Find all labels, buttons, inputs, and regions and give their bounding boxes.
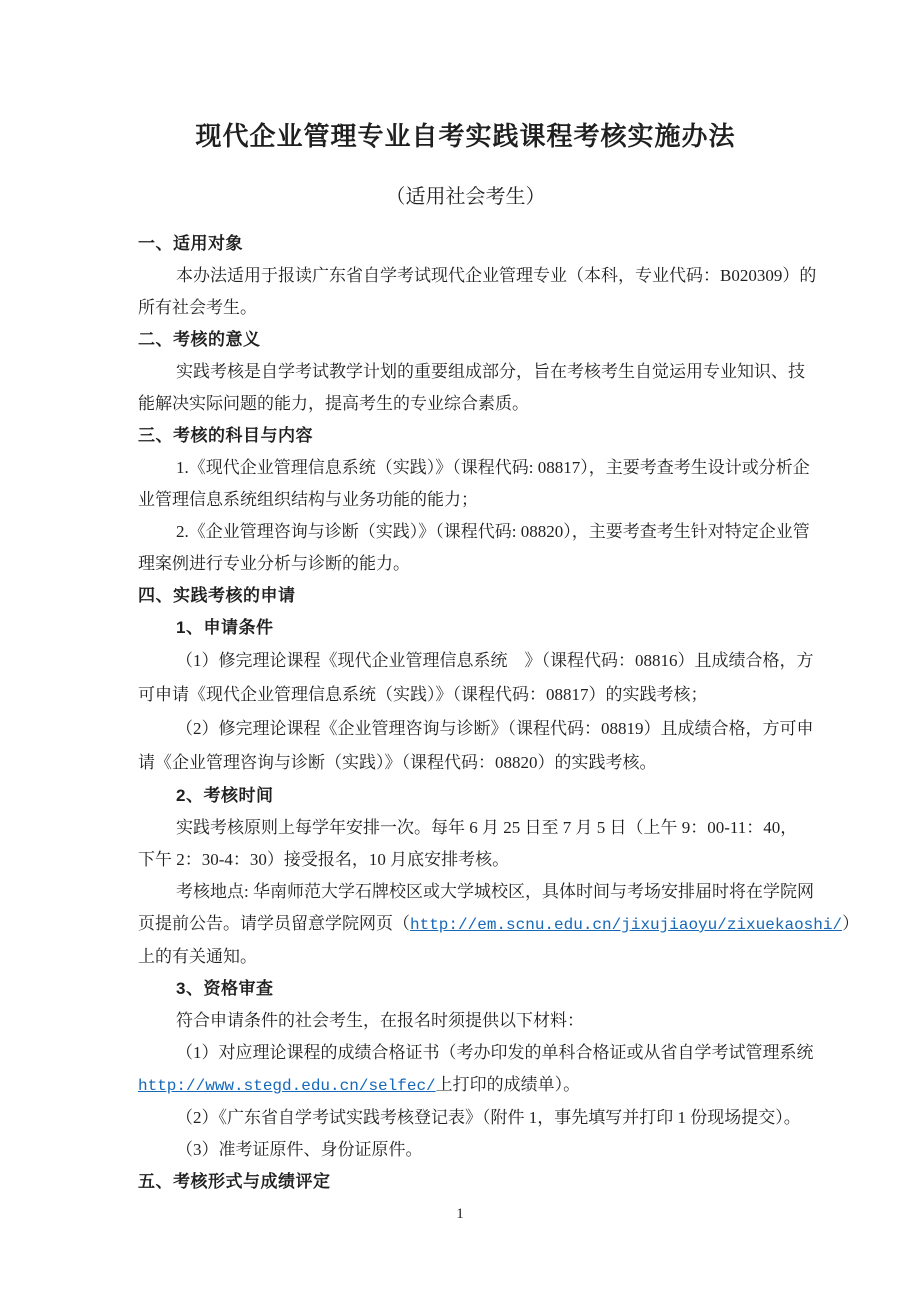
text-run: （3）准考证原件、身份证原件。 (176, 1140, 423, 1159)
text-run: 五、考核形式与成绩评定 (138, 1172, 331, 1191)
hyperlink[interactable]: http://www.stegd.edu.cn/selfec/ (138, 1077, 436, 1095)
text-run: ） (842, 914, 860, 933)
text-line (138, 548, 793, 580)
text-line (138, 484, 793, 516)
text-line (138, 388, 793, 420)
text-line (138, 712, 814, 746)
text-line (138, 452, 810, 484)
text-run: 1、申请条件 (176, 618, 274, 637)
text-line (138, 908, 860, 941)
text-run: 一、适用对象 (138, 234, 243, 253)
text-run: （1）修完理论课程《现代企业管理信息系统 》（课程代码：08816）且成绩合格，方 (176, 651, 814, 670)
text-run: 实践考核原则上每学年安排一次。每年 6 月 25 日至 7 月 5 日（上午 9：00-11：40， (176, 818, 798, 837)
text-run: 理案例进行专业分析与诊断的能力。 (138, 554, 410, 573)
text-line (138, 812, 798, 844)
text-run: 本办法适用于报读广东省自学考试现代企业管理专业（本科，专业代码：B020309）的 (176, 266, 817, 285)
text-line (138, 1037, 814, 1069)
text-run: 2、考核时间 (176, 786, 274, 805)
section-heading (138, 612, 793, 644)
text-run: 上打印的成绩单）。 (435, 1075, 581, 1094)
text-run: 3、资格审查 (176, 979, 274, 998)
section-heading (138, 973, 793, 1005)
text-line (138, 941, 793, 973)
document-body (138, 228, 860, 1198)
document-content (138, 0, 860, 1198)
text-run: 页提前公告。请学员留意学院网页（ (138, 914, 410, 933)
text-run: 2.《企业管理咨询与诊断（实践）》（课程代码: 08820），主要考查考生针对特定企业管 (176, 522, 810, 541)
text-run: 下午 2：30-4：30）接受报名，10 月底安排考核。 (138, 850, 510, 869)
text-run: 1.《现代企业管理信息系统（实践）》（课程代码: 08817），主要考查考生设计或分析企 (176, 458, 810, 477)
text-line (138, 844, 793, 876)
text-line (138, 678, 793, 712)
text-line (138, 644, 814, 678)
text-line (138, 1069, 793, 1102)
text-run: 实践考核是自学考试教学计划的重要组成部分，旨在考核考生自觉运用专业知识、技 (176, 362, 805, 381)
text-line (138, 516, 810, 548)
text-line (138, 876, 814, 908)
document-title: 现代企业管理专业自考实践课程考核实施办法 (195, 122, 736, 151)
section-heading (138, 324, 793, 356)
section-heading (138, 580, 793, 612)
text-run: （2）《广东省自学考试实践考核登记表》（附件 1，事先填写并打印 1 份现场提交）。 (176, 1108, 801, 1127)
text-line (138, 1134, 793, 1166)
section-heading (138, 420, 793, 452)
document-subtitle: （适用社会考生） (385, 186, 546, 208)
section-heading (138, 1166, 793, 1198)
text-run: 三、考核的科目与内容 (138, 426, 313, 445)
text-run: 考核地点: 华南师范大学石牌校区或大学城校区，具体时间与考场安排届时将在学院网 (176, 882, 814, 901)
text-run: 四、实践考核的申请 (138, 586, 296, 605)
text-line (138, 746, 793, 780)
text-run: 可申请《现代企业管理信息系统（实践）》（课程代码：08817）的实践考核； (138, 685, 708, 704)
text-run: 能解决实际问题的能力，提高考生的专业综合素质。 (138, 394, 529, 413)
text-run: 符合申请条件的社会考生，在报名时须提供以下材料： (176, 1011, 584, 1030)
text-run: 业管理信息系统组织结构与业务功能的能力； (138, 490, 478, 509)
text-line (138, 1102, 801, 1134)
hyperlink[interactable]: http://em.scnu.edu.cn/jixujiaoyu/zixuekaoshi/ (410, 916, 843, 934)
text-run: 上的有关通知。 (138, 947, 257, 966)
text-line (138, 292, 793, 324)
section-heading (138, 780, 793, 812)
text-line (138, 356, 805, 388)
page-number: 1 (456, 1206, 464, 1222)
text-run: （2）修完理论课程《企业管理咨询与诊断》（课程代码：08819）且成绩合格，方可申 (176, 719, 814, 738)
text-run: 请《企业管理咨询与诊断（实践）》（课程代码：08820）的实践考核。 (138, 753, 657, 772)
text-run: 所有社会考生。 (138, 298, 257, 317)
text-line (138, 260, 817, 292)
text-run: 二、考核的意义 (138, 330, 261, 349)
section-heading (138, 228, 793, 260)
text-run: （1）对应理论课程的成绩合格证书（考办印发的单科合格证或从省自学考试管理系统 (176, 1043, 814, 1062)
text-line (138, 1005, 793, 1037)
